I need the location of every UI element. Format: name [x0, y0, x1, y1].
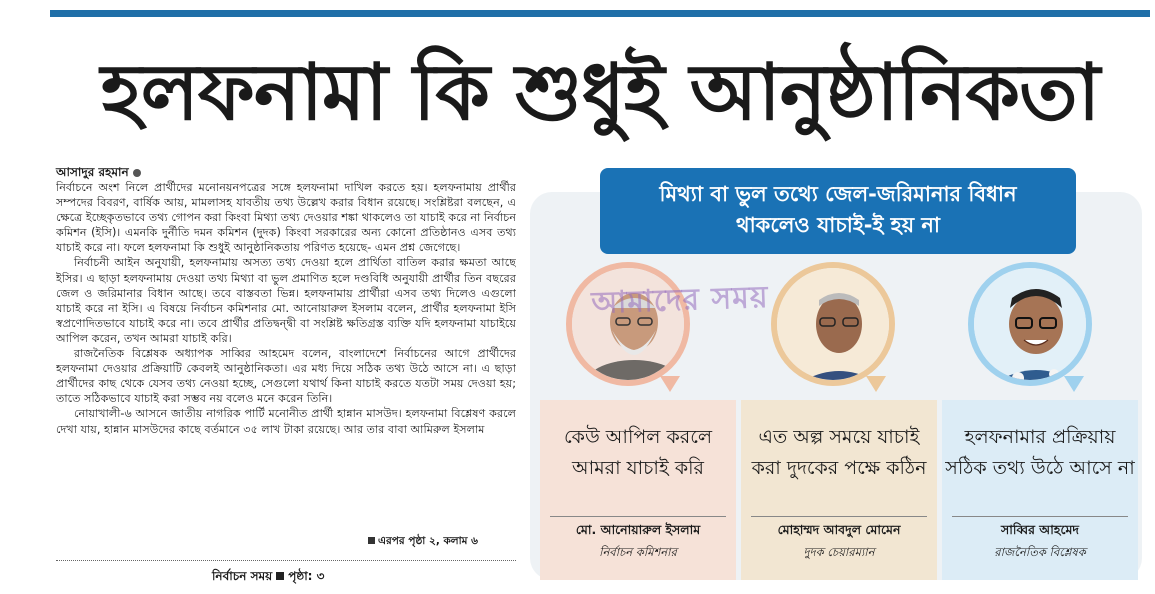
square-bullet-icon	[368, 537, 375, 544]
speech-tail	[1064, 376, 1084, 392]
divider	[751, 516, 927, 517]
article-paragraph: নির্বাচনে অংশ নিলে প্রার্থীদের মনোনয়নপত্রের সঙ্গে হলফনামা দাখিল করতে হয়। হলফনামায় প্রার্থীর সম্পদের বিবরণ, বার্ষিক আয়, মামলাসহ যাবতীয় তথ্য উল্লেখ করার বিধান রয়েছে। সংশ্লিষ্টরা বলছেন, এ ক্ষেত্রে ইচ্ছেকৃতভাবে তথ্য গোপন করা কিংবা মিথ্যা তথ্য দেওয়ার শঙ্কা থাকলেও তা যাচাই করে না নির্বাচন কমিশন (ইসি)। এমনকি দুর্নীতি দমন কমিশন (দুদক) কিংবা সরকারের অন্য কোনো প্রতিষ্ঠানও এসব তথ্য যাচাই করে না। ফলে হলফনামা কি শুধুই আনুষ্ঠানিকতায় পরিণত হয়েছে- এমন প্রশ্ন জেগেছে।	[56, 181, 516, 255]
quote-text: কেউ আপিল করলে আমরা যাচাই করি	[563, 426, 713, 479]
watermark: আমাদের সময়	[590, 279, 770, 322]
author-name: আসাদুর রহমান	[56, 165, 129, 179]
speaker-name: মোহাম্মদ আবদুল মোমেন	[777, 522, 901, 537]
quote-card	[540, 400, 736, 580]
article-paragraph: নোয়াখালী-৬ আসনে জাতীয় নাগরিক পার্টি মনোনীত প্রার্থী হান্নান মাসউদ। হলফনামা বিশ্লেষণ করলে দেখা যায়, হান্নান মাসউদের কাছে বর্তমানে ৩৫ লাখ টাকা রয়েছে। আর তার বাবা আমিরুল ইসলাম	[56, 407, 516, 436]
banner-line: মিথ্যা বা ভুল তথ্যে জেল-জরিমানার বিধান	[659, 182, 1017, 206]
square-bullet-icon	[276, 572, 284, 580]
quote-text: এত অল্প সময়ে যাচাই করা দুদকের পক্ষে কঠিন	[751, 426, 927, 479]
section-name: নির্বাচন সময়	[212, 569, 273, 583]
divider	[952, 516, 1128, 517]
quote-card	[741, 400, 937, 580]
quote-text: হলফনামার প্রক্রিয়ায় সঠিক তথ্য উঠে আসে না	[945, 426, 1135, 479]
byline-dot-icon	[133, 169, 141, 177]
speaker-name: সাব্বির আহমেদ	[1000, 522, 1079, 537]
speaker-name: মো. আনোয়ারুল ইসলাম	[575, 522, 701, 537]
headline: হলফনামা কি শুধুই আনুষ্ঠানিকতা	[100, 48, 1100, 138]
speech-tail	[866, 376, 886, 392]
article-paragraph: রাজনৈতিক বিশ্লেষক অধ্যাপক সাব্বির আহমেদ বলেন, বাংলাদেশে নির্বাচনের আগে প্রার্থীদের হলফনামা দেওয়ার প্রক্রিয়াটি কেবলই আনুষ্ঠানিকতা। এর মধ্য দিয়ে সঠিক তথ্য উঠে আসে না। এ ছাড়া প্রার্থীদের কাছ থেকে যেসব তথ্য নেওয়া হচ্ছে, সেগুলো যথার্থ কিনা যাচাই করতে যতটা সময় দেওয়া হয়; তাতে সঠিকভাবে যাচাই করা সম্ভব নয় বলেও মনে করেন তিনি।	[56, 347, 516, 406]
speaker-role: নির্বাচন কমিশনার	[599, 545, 677, 559]
article-body	[56, 180, 516, 542]
speech-tail	[660, 376, 680, 392]
speaker-role: রাজনৈতিক বিশ্লেষক	[994, 545, 1086, 559]
continued-note	[368, 534, 478, 551]
continued-text: এরপর পৃষ্ঠা ২, কলাম ৬	[378, 535, 478, 547]
footer-rule	[56, 560, 516, 561]
banner-line: থাকলেও যাচাই-ই হয় না	[735, 213, 941, 237]
highlight-banner	[600, 168, 1076, 254]
divider	[550, 516, 726, 517]
article-paragraph: নির্বাচনী আইন অনুযায়ী, হলফনামায় অসত্য তথ্য দেওয়া হলে প্রার্থিতা বাতিল করার ক্ষমতা আছে ইসির। এ ছাড়া হলফনামায় দেওয়া তথ্য মিথ্যা বা ভুল প্রমাণিত হলে দণ্ডবিধি অনুযায়ী প্রার্থীর তিন বছরের জেল ও জরিমানার বিধান আছে। তবে বাস্তবতা ভিন্ন। হলফনামায় প্রার্থীরা এসব তথ্য দিলেও এগুলো যাচাই করে না ইসি। এ বিষয়ে নির্বাচন কমিশনার মো. আনোয়ারুল ইসলাম বলেন, প্রার্থীর হলফনামা ইসি স্বপ্রণোদিতভাবে যাচাই করে না। তবে প্রার্থীর প্রতিদ্বন্দ্বী বা সংশ্লিষ্ট ক্ষতিগ্রস্ত ব্যক্তি যদি হলফনামা যাচাইয়ে আপিল করেন, তখন আমরা যাচাই করি।	[56, 256, 516, 345]
quote-card	[942, 400, 1138, 580]
speaker-role: দুদক চেয়ারম্যান	[803, 545, 875, 559]
page-footer	[212, 568, 324, 588]
top-rule	[50, 10, 1150, 17]
speaker-portrait	[968, 262, 1092, 386]
page-number: পৃষ্ঠা: ৩	[288, 569, 325, 583]
